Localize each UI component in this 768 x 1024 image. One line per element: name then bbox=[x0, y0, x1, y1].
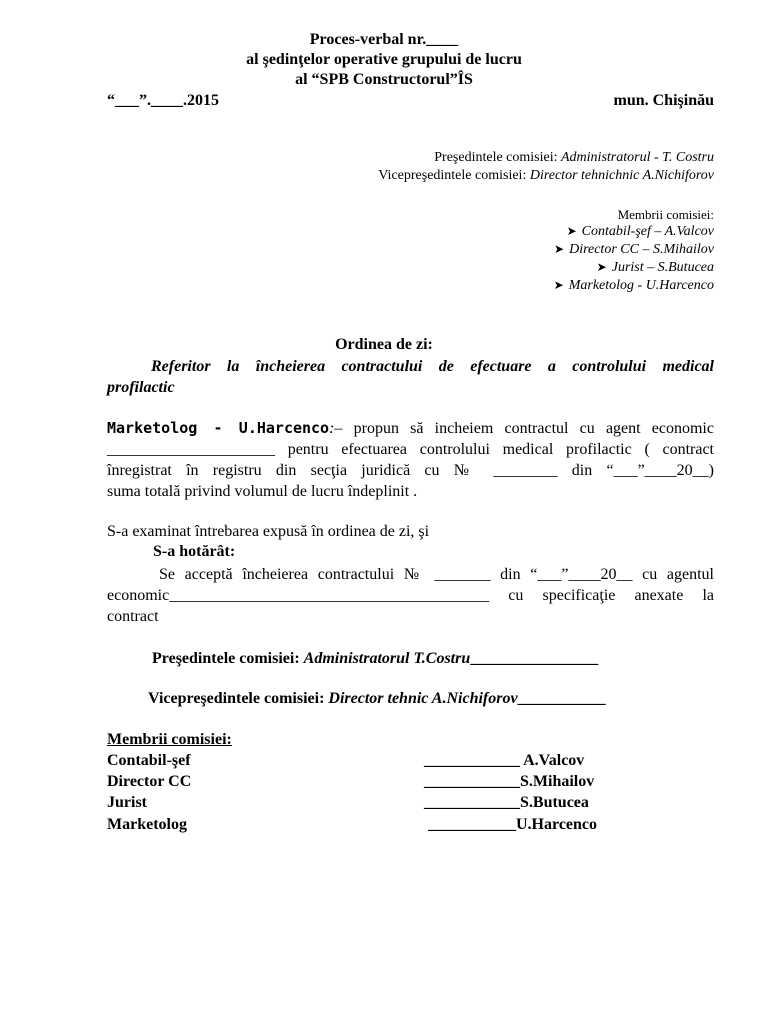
speaker-suffix: :– bbox=[329, 420, 343, 437]
agenda-subject-line-2: profilactic bbox=[107, 379, 175, 396]
arrow-bullet-icon: ➤ bbox=[553, 278, 564, 292]
agenda-subject bbox=[107, 356, 714, 398]
vice-president-line bbox=[378, 168, 714, 184]
member-text: Jurist – S.Butucea bbox=[611, 260, 714, 275]
signature-member-role: Director CC bbox=[107, 773, 192, 790]
signature-member-line: ___________U.Harcenco bbox=[428, 816, 598, 833]
signature-vice-president bbox=[148, 690, 606, 708]
members-label: Membrii comisiei: bbox=[617, 207, 714, 222]
member-item bbox=[597, 260, 714, 276]
statement-line-4: suma totală privind volumul de lucru îndeplinit . bbox=[107, 483, 418, 500]
signature-vice-label: Vicepreşedintele comisiei: bbox=[148, 690, 325, 707]
signature-members-heading: Membrii comisiei: bbox=[107, 731, 232, 748]
president-value: Administratorul - T. Costru bbox=[561, 150, 714, 165]
decision-line-2: economic________________________________________ cu specificaţie anexate la bbox=[107, 587, 714, 604]
member-text: Contabil-şef – A.Valcov bbox=[581, 224, 714, 239]
signature-president-value: Administratorul T.Costru bbox=[303, 650, 471, 667]
arrow-bullet-icon: ➤ bbox=[566, 224, 577, 238]
decision-paragraph bbox=[107, 564, 714, 627]
statement-line-3: înregistrat în registru din secţia juridică cu № ________ din “___”____20__) bbox=[107, 462, 714, 479]
date-field: “___”.____.2015 bbox=[107, 92, 219, 109]
vice-president-label: Vicepreşedintele comisiei: bbox=[378, 168, 527, 183]
member-item bbox=[567, 224, 714, 240]
signature-president-label: Preşedintele comisiei: bbox=[152, 650, 300, 667]
statement-line-2: _____________________ pentru efectuarea controlului medical profilactic ( contract bbox=[107, 441, 714, 458]
agenda-heading: Ordinea de zi: bbox=[335, 336, 433, 353]
title-line-1: Proces-verbal nr.____ bbox=[309, 31, 459, 48]
signature-vice-value: Director tehnic A.Nichiforov bbox=[328, 690, 518, 707]
president-line bbox=[434, 150, 714, 166]
signature-president-blank: ________________ bbox=[470, 650, 599, 667]
signature-member-role: Contabil-şef bbox=[107, 752, 191, 769]
signature-vice-blank: ___________ bbox=[517, 690, 606, 707]
signature-member-line: ____________ A.Valcov bbox=[424, 752, 585, 769]
statement-line-1 bbox=[107, 418, 714, 439]
arrow-bullet-icon: ➤ bbox=[554, 242, 565, 256]
decided-heading: S-a hotărât: bbox=[153, 543, 236, 560]
statement-text: propun să incheiem contractul cu agent economic bbox=[342, 420, 714, 437]
member-text: Marketolog - U.Harcenco bbox=[568, 278, 714, 293]
signature-member-line: ____________S.Butucea bbox=[424, 794, 589, 811]
speaker-name: Marketolog - U.Harcenco bbox=[107, 419, 330, 437]
city-label: mun. Chişinău bbox=[613, 92, 714, 109]
signature-member-role: Jurist bbox=[107, 794, 147, 811]
member-item bbox=[554, 242, 714, 258]
examined-line: S-a examinat întrebarea expusă în ordinea de zi, şi bbox=[107, 523, 430, 540]
signature-president bbox=[152, 650, 598, 668]
signature-member-role: Marketolog bbox=[107, 816, 187, 833]
decision-line-1: Se acceptă încheierea contractului № _______ din “___”____20__ cu agentul bbox=[159, 566, 714, 583]
member-text: Director CC – S.Mihailov bbox=[569, 242, 714, 257]
president-label: Preşedintele comisiei: bbox=[434, 150, 558, 165]
vice-president-value: Director tehnichnic A.Nichiforov bbox=[529, 168, 714, 183]
member-item bbox=[554, 278, 714, 294]
title-line-2: al şedinţelor operative grupului de lucru bbox=[246, 51, 522, 68]
title-line-3: al “SPB Constructorul”ÎS bbox=[295, 71, 473, 88]
agenda-subject-line-1: Referitor la încheierea contractului de efectuare a controlului medical bbox=[151, 358, 714, 375]
decision-line-3: contract bbox=[107, 608, 159, 625]
arrow-bullet-icon: ➤ bbox=[596, 260, 607, 274]
signature-member-line: ____________S.Mihailov bbox=[424, 773, 595, 790]
statement-paragraph bbox=[107, 418, 714, 502]
